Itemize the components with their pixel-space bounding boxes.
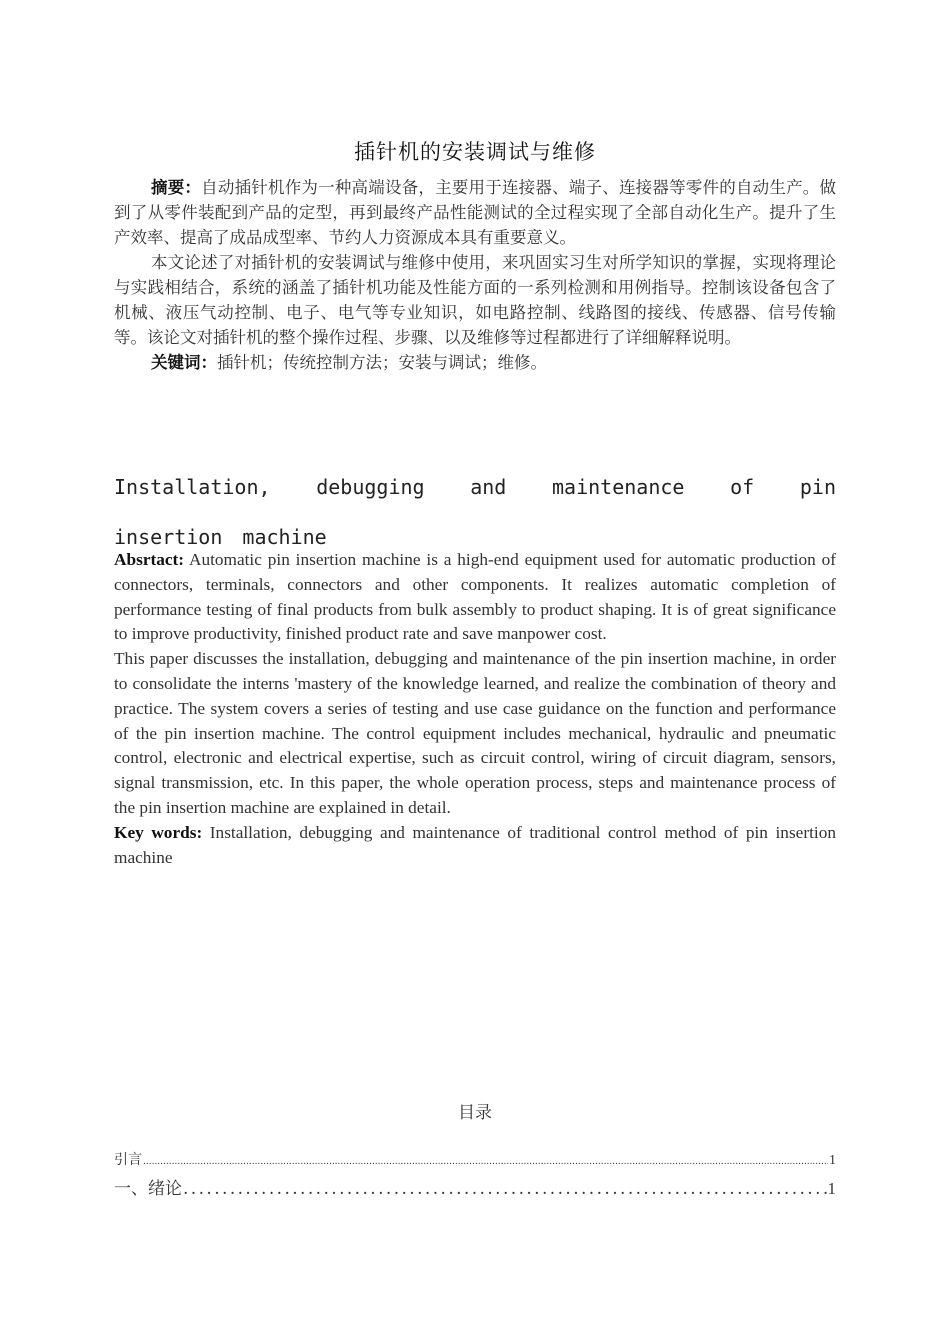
keywords-cn-text: 插针机；传统控制方法；安装与调试；维修。 (217, 353, 547, 372)
en-abstract-paragraph-1 (114, 548, 836, 647)
keywords-cn-label: 关键词： (151, 353, 217, 372)
english-abstract (114, 548, 836, 870)
abstract-text-1: 自动插针机作为一种高端设备，主要用于连接器、端子、连接器等零件的自动生产。做到了从零件装配到产品的定型，再到最终产品性能测试的全过程实现了全部自动化生产。提升了生产效率、提高了成品成型率、节约人力资源成本具有重要意义。 (114, 178, 837, 247)
en-abstract-label: Absrtact: (114, 550, 185, 569)
toc-entry-label: 引言 (114, 1152, 142, 1168)
toc-entry-label: 一、绪论 (114, 1179, 182, 1199)
paper-title: 插针机的安装调试与维修 (354, 140, 596, 164)
chinese-abstract (114, 175, 836, 375)
keywords-en-label: Key words: (114, 822, 203, 842)
toc-leader-dots (183, 1179, 827, 1199)
en-abstract-text-1: Automatic pin insertion machine is a high-end equipment used for automatic production of connectors, terminals, connectors and other components. It realizes automatic completion of performance testing of final products from bulk assembly to product shaping. It is of great significance to improve productivity, finished product rate and save manpower cost. (114, 550, 836, 644)
toc-entry-page: 1 (829, 1153, 836, 1168)
toc-entry[interactable] (114, 1174, 836, 1199)
keywords-en (114, 821, 836, 871)
abstract-paragraph-2: 本文论述了对插针机的安装调试与维修中使用，来巩固实习生对所学知识的掌握，实现将理论与实践相结合，系统的涵盖了插针机功能及性能方面的一系列检测和用例指导。控制该设备包含了机械、液压气动控制、电子、电气等专业知识，如电路控制、线路图的接线、传感器、信号传输等。该论文对插针机的整个操作过程、步骤、以及维修等过程都进行了详细解释说明。 (114, 253, 836, 347)
en-abstract-paragraph-2: This paper discusses the installation, debugging and maintenance of the pin insertion machine, in order to consolidate the interns 'mastery of the knowledge learned, and realize the combination of theory and practice. The system covers a series of testing and use case guidance on the function and performance of the pin insertion machine. The control equipment includes mechanical, hydraulic and pneumatic control, electronic and electrical expertise, such as circuit control, wiring of circuit diagram, sensors, signal transmission, etc. In this paper, the whole operation process, steps and maintenance process of the pin insertion machine are explained in detail. (114, 649, 836, 817)
abstract-label: 摘要： (151, 178, 202, 197)
english-title: Installation, debugging and maintenance of pin insertion machine (114, 475, 836, 549)
toc-entry-page: 1 (827, 1179, 836, 1198)
abstract-paragraph-1 (114, 175, 836, 250)
keywords-en-text: Installation, debugging and maintenance of traditional control method of pin insertion machine (114, 822, 836, 867)
keywords-cn (114, 350, 836, 375)
toc-leader-dots (143, 1157, 828, 1167)
toc-entry[interactable] (114, 1149, 836, 1169)
toc-title: 目录 (458, 1103, 492, 1123)
